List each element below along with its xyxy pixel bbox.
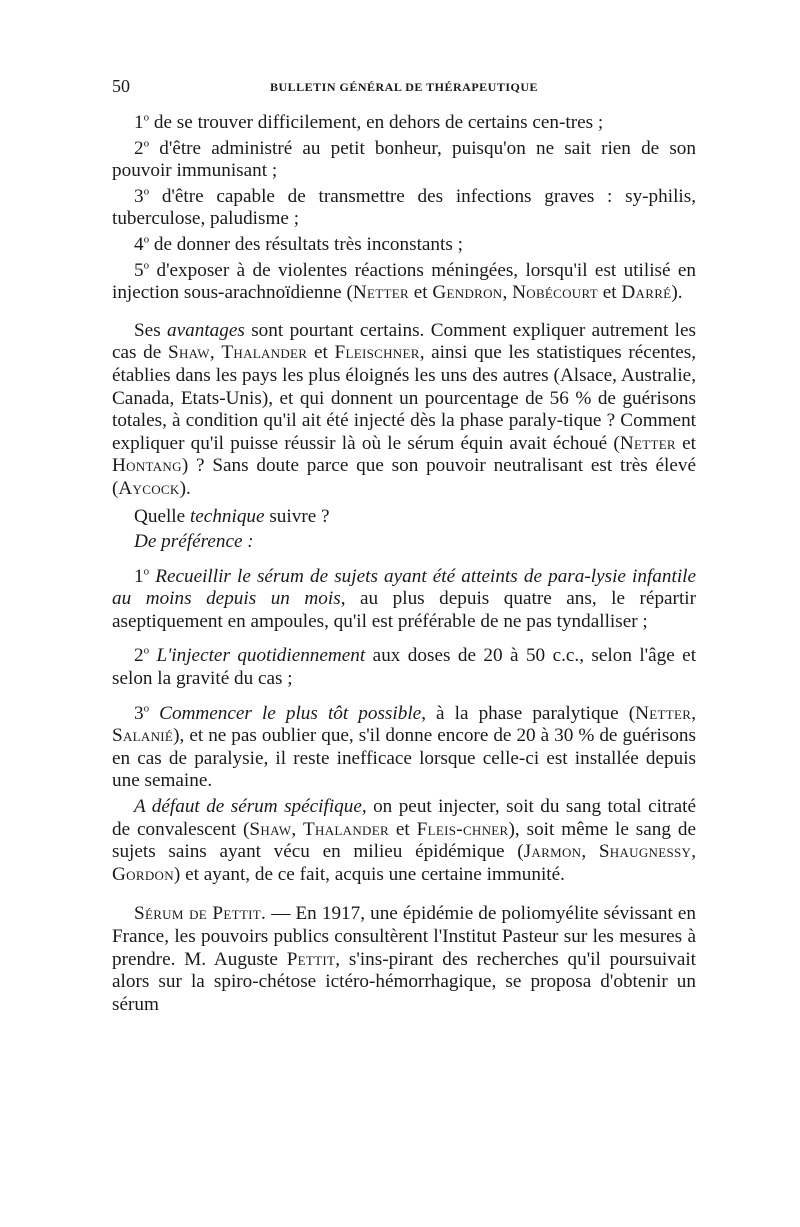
text-run: , on peut injecter, soit du sang total citraté de convalescent ( [112, 796, 696, 840]
author-name: Shaugnessy [598, 841, 692, 863]
emphasis: avantages [167, 319, 245, 341]
paragraph-de-preference [112, 531, 696, 554]
step-1 [112, 566, 696, 634]
item-number: 3 [134, 185, 144, 207]
running-head: BULLETIN GÉNÉRAL DE THÉRAPEUTIQUE [269, 80, 538, 94]
text-run: sont pourtant certains. Comment expliquer autrement les cas de [112, 319, 696, 364]
item-number: 1 [134, 112, 144, 133]
paragraph-serum-de-pettit [112, 903, 696, 1016]
author-name: Netter [352, 282, 409, 304]
ordinal-mark: o [143, 702, 150, 715]
list-item-5: 5$^o$ d'exposer à de violentes réactions méningées, lorsqu'il est utilisé en injection sous-arachnoïdienne (Netter et Gendron, Nobécourt et Darré). [112, 259, 697, 304]
author-name: Netter [635, 702, 692, 724]
item-number: 2 [134, 137, 144, 159]
text-run: , à la phase paralytique ( [421, 702, 636, 724]
item-text: de donner des résultats très inconstants ; [153, 233, 463, 255]
author-name: Darré [621, 282, 672, 304]
section-title: Sérum de Pettit. [134, 903, 267, 925]
emphasis: technique [189, 505, 265, 527]
text-run: ). [179, 477, 191, 499]
page-header [112, 72, 696, 96]
ordinal-mark: o [143, 137, 150, 150]
item-number: 3 [134, 702, 144, 724]
author-name: Salanié [112, 725, 174, 747]
item-number: 1 [134, 565, 144, 587]
ordinal-mark: o [143, 111, 150, 124]
item-number: 5 [134, 259, 144, 281]
author-name: Fleis-chner [416, 818, 509, 840]
emphasis: De préférence : [134, 531, 254, 553]
item-text: d'être administré au petit bonheur, puisqu'on ne sait rien de son pouvoir immunisant ; [112, 137, 696, 182]
author-name: Thalander [221, 342, 308, 364]
paragraph-a-defaut: A défaut de sérum spécifique, on peut injecter, soit du sang total citraté de convalescent (Shaw, Thalander et Fleis-chner), soit même le sang de sujets sains ayant vécu en milieu épidémique (Jarmon, Shaugnessy, Gordon) et ayant, de ce fait, acquis une certaine immunité. [112, 796, 697, 885]
author-name: Thalander [303, 818, 389, 840]
list-item-1 [112, 112, 696, 135]
emphasis: A défaut de sérum spécifique [134, 796, 362, 818]
text-run: ), soit même le sang de sujets sains ayant vécu en milieu épidémique ( [112, 818, 697, 863]
text-run: , ainsi que les statistiques récentes, établies dans les pays les plus éloignés les uns des autres (Alsace, Australie, Canada, Etats-Unis), et qui donnent un pourcentage de 56 % de guérisons totales, à condition qu'il ait été injecté dès la phase paraly-tique ? Comment expliquer qu'il puisse réussir là où le sérum équin avait échoué ( [112, 342, 697, 454]
text-run: suivre ? [269, 505, 330, 527]
ordinal-mark: o [143, 565, 150, 578]
paragraph-avantages: Ses avantages sont pourtant certains. Comment expliquer autrement les cas de Shaw, Thalander et Fleischner, ainsi que les statistiques récentes, établies dans les pays les plus éloignés les uns des autres (Alsace, Australie, Canada, Etats-Unis), et qui donnent un pourcentage de 56 % de guérisons totales, à condition qu'il ait été injecté dès la phase paraly-tique ? Comment expliquer qu'il puisse réussir là où le sérum équin avait échoué (Netter et Hontang) ? Sans doute parce que son pouvoir neutralisant est très élevé (Aycock). [112, 319, 697, 499]
ordinal-mark: o [143, 645, 150, 658]
conjunction: et [602, 282, 617, 304]
text-run: Quelle [134, 505, 186, 527]
conjunction: et [413, 282, 428, 304]
author-name: Gendron [432, 282, 503, 304]
text-run: ), et ne pas oublier que, s'il donne encore de 20 à 30 % de guérisons en cas de paralysie, il reste inefficace lorsque celle-ci est installée depuis une semaine. [112, 725, 696, 792]
paragraph-quelle-technique [112, 506, 696, 529]
text-run: ) et ayant, de ce fait, acquis une certaine immunité. [173, 863, 565, 885]
author-name: Gordon [112, 863, 174, 885]
ordinal-mark: o [143, 233, 150, 246]
list-item-3 [112, 186, 696, 231]
step-3: 3$^o$ Commencer le plus tôt possible, à la phase paralytique (Netter, Salanié), et ne pas oublier que, s'il donne encore de 20 à 30 % de guérisons en cas de paralysie, il reste inefficace lorsque celle-ci est installée depuis une semaine. [112, 702, 697, 792]
item-number: 2 [134, 645, 144, 667]
item-text: d'être capable de transmettre des infections graves : sy-philis, tuberculose, paludisme ; [112, 185, 696, 230]
author-name: Shaw [167, 342, 210, 364]
text-run: , au plus depuis quatre ans, le répartir aseptiquement en ampoules, qu'il est préférable de ne pas tyndalliser ; [112, 588, 697, 632]
author-name: Shaw [249, 818, 292, 840]
conjunction: et [682, 432, 696, 454]
item-number: 4 [134, 233, 144, 255]
item-text: ). [671, 282, 683, 304]
page-number: 50 [112, 76, 130, 96]
author-name: Hontang [112, 455, 182, 477]
emphasis: Commencer le plus tôt possible [159, 702, 422, 724]
author-name: Aycock [118, 477, 180, 499]
emphasis: L'injecter quotidiennement [156, 645, 366, 667]
step-2 [112, 645, 696, 690]
item-text: de se trouver difficilement, en dehors de certains cen-tres ; [153, 112, 604, 133]
list-item-2 [112, 138, 696, 183]
author-name: Fleischner [334, 342, 420, 364]
text-run: aux doses de 20 à 50 c.c., selon l'âge et selon la gravité du cas ; [112, 645, 697, 690]
author-name: Netter [619, 432, 676, 454]
text-run: , s'ins-pirant des recherches qu'il poursuivait alors sur la spiro-chétose ictéro-hémorrhagique, se proposa d'obtenir un sérum [112, 948, 697, 1015]
conjunction: et [313, 342, 328, 364]
item-text: d'exposer à de violentes réactions méningées, lorsqu'il est utilisé en injection sous-arachnoïdienne ( [112, 259, 697, 304]
ordinal-mark: o [143, 259, 150, 272]
list-item-4 [112, 234, 696, 257]
ordinal-mark: o [143, 185, 150, 198]
emphasis: Recueillir le sérum de sujets ayant été atteints de para-lysie infantile au moins depuis un mois [112, 565, 696, 610]
author-name: Jarmon [523, 841, 582, 863]
text-run: Ses [134, 319, 161, 341]
author-name: Nobécourt [512, 282, 598, 304]
text-run: — En 1917, une épidémie de poliomyélite sévissant en France, les pouvoirs publics consultèrent l'Institut Pasteur sur les mesures à prendre. M. Auguste [112, 903, 697, 970]
text-run: ) ? Sans doute parce que son pouvoir neutralisant est très élevé ( [112, 455, 696, 499]
page-body [112, 112, 696, 1021]
author-name: Pettit [286, 948, 336, 970]
